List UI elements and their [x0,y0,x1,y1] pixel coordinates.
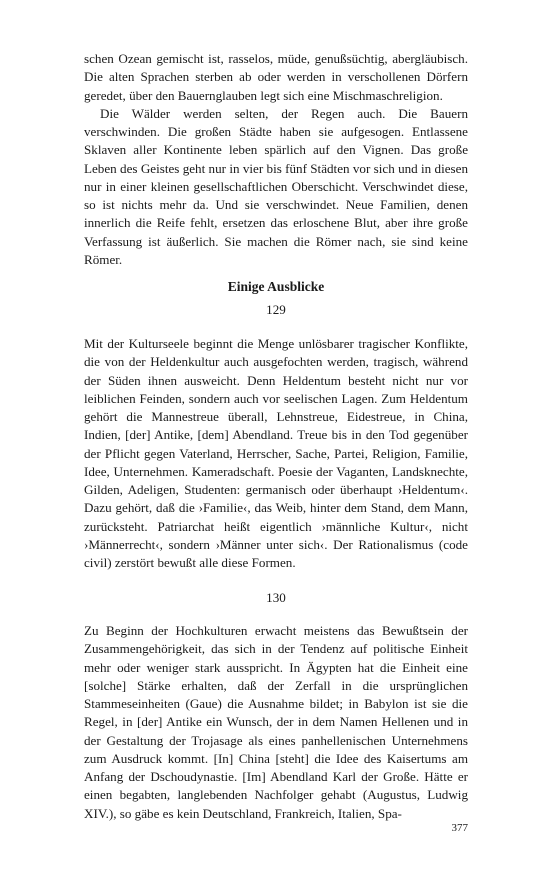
forests-paragraph: Die Wälder werden selten, der Regen auch. Die Bauern verschwinden. Die großen Städte haben sie aufgesogen. Entlassene Sklaven aller Kontinente leben spärlich auf den Vignen. Das große Leben des Geistes geht nur in vier bis fünf Städten vor sich und in diesen nur in einer kleinen gesellschaftlichen Oberschicht. Verschwindet diese, so ist nichts mehr da. Und sie verschwindet. Neue Familien, denen innerlich die Reife fehlt, ersetzen das erloschene Blut, aber ihre große Verfassung ist äußerlich. Sie machen die Römer nach, sie sind keine Römer. [84,105,468,267]
continued-paragraph: schen Ozean gemischt ist, rasselos, müde, genußsüchtig, abergläubisch. Die alten Sprachen sterben ab oder werden in verschollenen Dörfern geredet, über den Bauernglauben legt sich eine Mischmaschreligion. [84,51,468,103]
section-number-130: 130 [266,590,286,605]
section-129-paragraph: Mit der Kulturseele beginnt die Menge unlösbarer tragischer Konflikte, die von der Heldenkultur auch ausgefochten werden, tragisch, während der Süden ihnen ausweicht. Denn Heldentum besteht nicht nur vor leiblichen Feinden, sondern auch vor seelischen Lagen. Zum Heldentum gehört die Mannestreue überall, Lehnstreue, Eidestreue, in China, Indien, [der] Antike, [dem] Abendland. Treue bis in den Tod gegenüber der Pflicht gegen Vaterland, Herrscher, Sache, Partei, Religion, Familie, Idee, Unternehmen. Kameradschaft. Poesie der Vaganten, Landsknechte, Gilden, Adeligen, Studenten: germanisch oder überhaupt ›Heldentum‹. Dazu gehört, daß die ›Familie‹, das Weib, hinter dem Stand, dem Mann, zurücksteht. Patriarchat heißt eigentlich ›männliche Kultur‹, nicht ›Männerrecht‹, sondern ›Männer unter sich‹. Der Rationalismus (code civil) zerstört bewußt alle diese Formen. [84,336,468,570]
section-129-text-block [84,335,468,572]
section-heading: Einige Ausblicke [227,279,325,294]
section-130-text-block [84,622,468,823]
page-number: 377 [451,822,468,834]
section-number-129: 129 [266,302,286,317]
section-130-paragraph: Zu Beginn der Hochkulturen erwacht meistens das Bewußtsein der Zusammengehörigkeit, das sich in der Tendenz auf politische Einheit mehr oder weniger stark ausspricht. In Ägypten hat die Einheit eine [solche] Stärke erhalten, daß der Zerfall in die ursprünglichen Stammeseinheiten (Gaue) die Ausnahme bildet; in Babylon ist sie die Regel, in [der] Antike ein Wunsch, der in dem Namen Hellenen und in der Gestaltung der Trojasage als eines panhellenischen Unternehmens zum Ausdruck kommt. [In] China [steht] die Idee des Kaisertums am Anfang der Dschoudynastie. [Im] Abendland Karl der Große. Hätte er einen begabten, langlebenden Nachfolger gehabt (Augustus, Ludwig XIV.), so gäbe es kein Deutschland, Frankreich, Italien, Spa- [84,623,468,821]
continued-text-block [84,50,468,269]
